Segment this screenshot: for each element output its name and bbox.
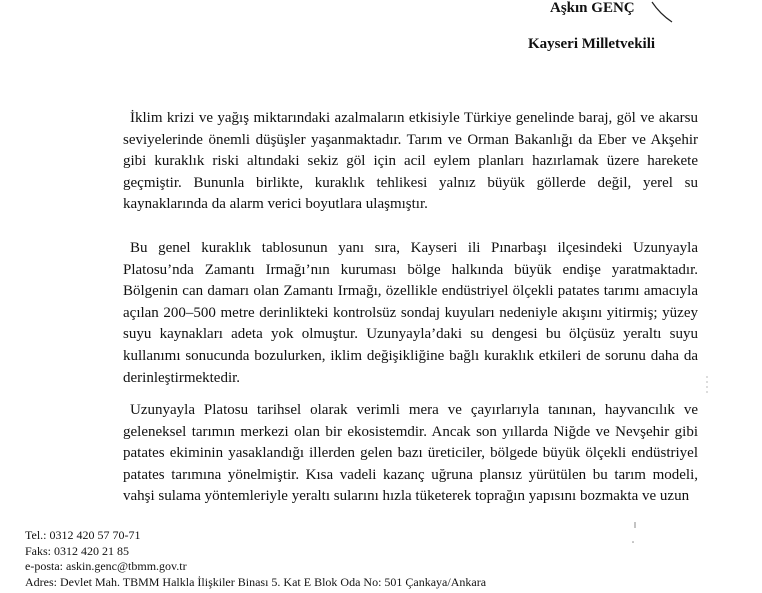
signature-stroke — [650, 0, 690, 24]
scan-speck — [630, 522, 640, 546]
scan-speck — [704, 376, 710, 396]
footer-email: e-posta: askin.genc@tbmm.gov.tr — [25, 559, 187, 573]
paragraph-3: Uzunyayla Platosu tarihsel olarak verimli mera ve çayırlarıyla tanınan, hayvancılık ve geleneksel tarımın merkezi olan bir ekosistemdir. Ancak son yıllarda Niğde ve Nevşehir gibi patates ekiminin yasaklandığı illerden gelen bazı üreticiler, bölgede büyük ölçekli endüstriyel patates tarımına yönelmiştir. Kısa vadeli kazanç uğruna plansız yürütülen bu tarım modeli, vahşi sulama yöntemleriyle yeraltı sularını hızla tüketerek toprağın yapısını bozmakta ve uzun — [123, 402, 698, 505]
footer-tel: Tel.: 0312 420 57 70-71 — [25, 528, 141, 542]
mp-name: Aşkın GENÇ — [550, 0, 635, 16]
footer-address: Adres: Devlet Mah. TBMM Halkla İlişkiler Binası 5. Kat E Blok Oda No: 501 Çankaya/Ankara — [25, 574, 487, 589]
paragraph-2: Bu genel kuraklık tablosunun yanı sıra, Kayseri ili Pınarbaşı ilçesindeki Uzunyayla Platosu’nda Zamantı Irmağı’nın kuruması bölge halkında büyük endişe yaratmaktadır. Bölgenin can damarı olan Zamantı Irmağı, özellikle endüstriyel ölçekli patates tarımı amacıyla açılan 200–500 metre derinlikteki kontrolsüz sondaj kuyuları nedeniyle akışını yitirmiş; yüzey suyu kaynakları adeta yok olmuştur. Uzunyayla’daki su dengesi bu ölçüsüz yeraltı suyu kullanımı sonucunda bozulurken, iklim değişikliğine bağlı kuraklık etkileri de sorunu daha da derinleştirmektedir. — [123, 240, 698, 386]
mp-title: Kayseri Milletvekili — [528, 36, 656, 52]
footer-fax: Faks: 0312 420 21 85 — [25, 543, 130, 558]
contact-footer — [25, 528, 486, 590]
paragraph-1: İklim krizi ve yağış miktarındaki azalmaların etkisiyle Türkiye genelinde baraj, göl ve akarsu seviyelerinde önemli düşüşler yaşanmaktadır. Tarım ve Orman Bakanlığı da Eber ve Akşehir gibi kuraklık riski altındaki sekiz göl için acil eylem planları hazırlamak üzere harekete geçmiştir. Bununla birlikte, kuraklık tehlikesi yalnız büyük göllerde değil, yerel su kaynaklarında da alarm verici boyutlara ulaşmıştır. — [123, 110, 698, 213]
